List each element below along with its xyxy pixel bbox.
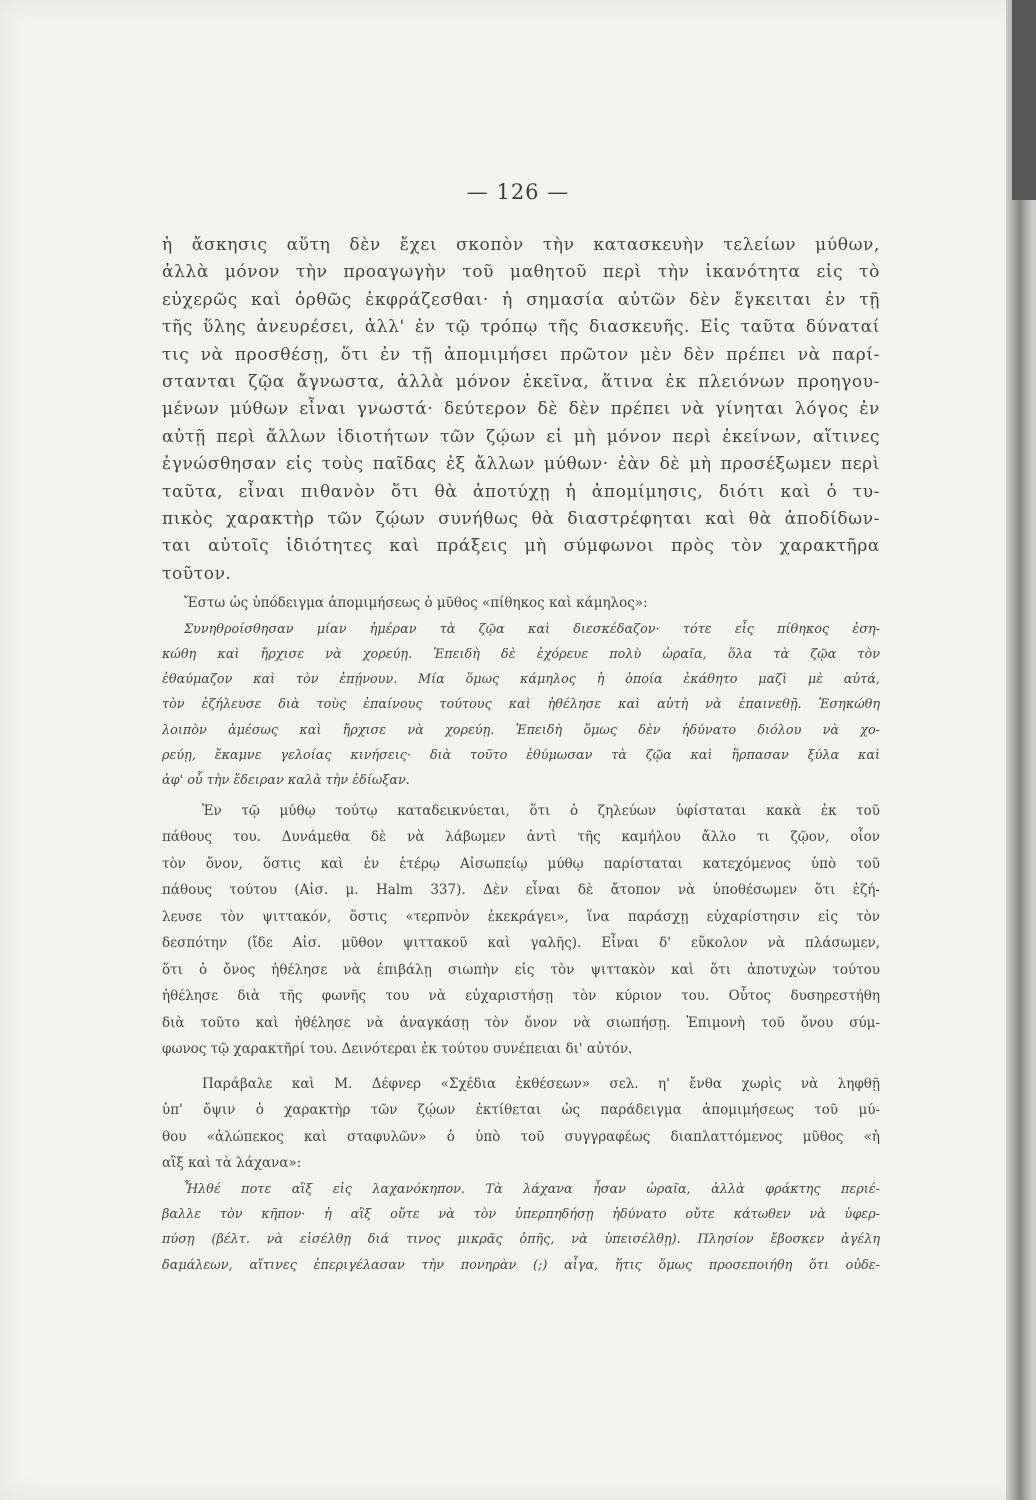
fable-1 [162, 617, 880, 794]
text-line: στανται ζῷα ἄγνωστα, ἀλλὰ μόνον ἐκεῖνα, ἅτινα ἐκ πλειόνων προηγου- [162, 371, 880, 392]
text-line: ται αὐτοῖς ἰδιότητες καὶ πράξεις μὴ σύμφωνοι πρὸς τὸν χαρακτῆρα [162, 536, 880, 557]
text-line: πάθους του. Δυνάμεθα δὲ νὰ λάβωμεν ἀντὶ τῆς καμήλου ἄλλο τι ζῷον, οἷον [162, 829, 880, 846]
text-line: ἐγνώσθησαν εἰς τοὺς παῖδας ἐξ ἄλλων μύθων· ἐὰν δὲ μὴ προσέξωμεν περὶ [162, 454, 880, 475]
fable-line: πύσῃ (βέλτ. νὰ εἰσέλθῃ διά τινος μικρᾶς ὀπῆς, νὰ ὑπεισέλθῃ). Πλησίον ἔβοσκεν ἀγέλη [162, 1232, 880, 1248]
text-line: διὰ τοῦτο καὶ ἠθέλησε νὰ ἀναγκάσῃ τὸν ὄνον νὰ σιωπήσῃ. Ἐπιμονὴ τοῦ ὄνου σύμ- [162, 1014, 880, 1031]
example-intro: Ἔστω ὡς ὑπόδειγμα ἀπομιμήσεως ὁ μῦθος «πίθηκος καὶ κάμηλος»: [184, 595, 648, 612]
text-line: αἲξ καὶ τὰ λάχανα»: [162, 1155, 302, 1172]
fable-line: ἀφ' οὗ τὴν ἔδειραν καλὰ τὴν ἐδίωξαν. [162, 773, 410, 789]
text-line: πάθους τούτου (Αἰσ. μ. Halm 337). Δὲν εἶναι δὲ ἄτοπον νὰ ὑποθέσωμεν ὅτι ἐζή- [162, 882, 880, 899]
fable-line: ἐθαύμαζον καὶ τὸν ἐπῄνουν. Μία ὅμως κάμηλος ἡ ὁποία ἐκάθητο μαζὶ μὲ αὐτά, [162, 672, 880, 688]
paragraph-1 [162, 232, 880, 588]
text-line: τὸν ὄνον, ὅστις καὶ ἐν ἑτέρῳ Αἰσωπείῳ μύθῳ παρίσταται κατεχόμενος ὑπὸ τοῦ [162, 855, 880, 872]
text-line: πικὸς χαρακτὴρ τῶν ζῴων συνήθως θὰ διαστρέφηται καὶ θὰ ἀποδίδων- [162, 508, 880, 529]
text-line: θου «ἀλώπεκος καὶ σταφυλῶν» ὁ ὑπὸ τοῦ συγγραφέως διαπλαττόμενος μῦθος «ἡ [162, 1128, 880, 1145]
text-line: τῆς ὕλης ἀνευρέσει, ἀλλ' ἐν τῷ τρόπῳ τῆς διασκευῆς. Εἰς ταῦτα δύναταί [162, 317, 880, 338]
text-line: φωνος τῷ χαρακτῆρί του. Δεινότεραι ἐκ τούτου συνέπειαι δι' αὐτόν. [162, 1041, 633, 1058]
fable-line: Ἦλθέ ποτε αἲξ εἰς λαχανόκηπον. Τὰ λάχανα ἦσαν ὡραῖα, ἀλλὰ φράκτης περιέ- [184, 1181, 880, 1197]
fable-line: κώθη καὶ ἤρχισε νὰ χορεύῃ. Ἐπειδὴ δὲ ἐχόρευε πολὺ ὡραῖα, ὅλα τὰ ζῷα τὸν [162, 646, 880, 662]
text-line: εὐχερῶς καὶ ὀρθῶς ἐκφράζεσθαι· ἡ σημασία αὐτῶν δὲν ἔγκειται ἐν τῇ [162, 289, 880, 310]
page-number: — 126 — [466, 180, 570, 204]
fable-line: τὸν ἐζήλευσε διὰ τοὺς ἐπαίνους τούτους καὶ ἠθέλησε καὶ αὐτὴ νὰ ἐπαινεθῇ. Ἐσηκώθη [162, 697, 880, 713]
text-line: τοῦτον. [162, 563, 232, 584]
paragraph-3 [162, 1071, 880, 1177]
text-body [162, 232, 880, 1278]
fable-line: βαλλε τὸν κῆπον· ἡ αἲξ οὔτε νὰ τὸν ὑπερπηδήσῃ ἠδύνατο οὔτε κάτωθεν νὰ ὑφερ- [162, 1206, 880, 1222]
text-line: Ἐν τῷ μύθῳ τούτῳ καταδεικνύεται, ὅτι ὁ ζηλεύων ὑφίσταται κακὰ ἐκ τοῦ [202, 802, 880, 819]
text-line: τις νὰ προσθέσῃ, ὅτι ἐν τῇ ἀπομιμήσει πρῶτον μὲν δὲν πρέπει νὰ παρί- [162, 344, 880, 365]
page-edge-shadow [1006, 0, 1036, 1500]
text-line: δεσπότην (ἴδε Αἰσ. μῦθον ψιττακοῦ καὶ γαλῆς). Εἶναι δ' εὔκολον νὰ πλάσωμεν, [162, 935, 880, 952]
fable-2 [162, 1177, 880, 1278]
text-line: αὐτῇ περὶ ἄλλων ἰδιοτήτων τῶν ζῴων εἰ μὴ μόνον περὶ ἐκείνων, αἵτινες [162, 426, 880, 447]
text-line: ὅτι ὁ ὄνος ἠθέλησε νὰ ἐπιβάλῃ σιωπὴν εἰς τὸν ψιττακὸν καὶ ὅτι ἀποτυχὼν τούτου [162, 961, 880, 978]
page-edge-dark-corner [1012, 0, 1036, 200]
text-line: λευσε τὸν ψιττακόν, ὅστις «τερπνὸν ἐκεκράγει», ἵνα παράσχῃ εὐχαρίστησιν εἰς τὸν [162, 908, 880, 925]
paragraph-2 [162, 798, 880, 1063]
text-line: ὑπ' ὄψιν ὁ χαρακτὴρ τῶν ζῴων ἐκτίθεται ὡς παράδειγμα ἀπομιμήσεως τοῦ μύ- [162, 1102, 880, 1119]
text-line: μένων μύθων εἶναι γνωστά· δεύτερον δὲ δὲν πρέπει νὰ γίνηται λόγος ἐν [162, 399, 880, 420]
text-line: ταῦτα, εἶναι πιθανὸν ὅτι θὰ ἀποτύχῃ ἡ ἀπομίμησις, διότι καὶ ὁ τυ- [162, 481, 880, 502]
fable-line: λοιπὸν ἀμέσως καὶ ἤρχισε νὰ χορεύῃ. Ἐπειδὴ ὅμως δὲν ἠδύνατο διόλου νὰ χο- [162, 722, 880, 738]
fable-line: ρεύῃ, ἔκαμνε γελοίας κινήσεις· διὰ τοῦτο ἐθύμωσαν τὰ ζῷα καὶ ἥρπασαν ξύλα καὶ [162, 748, 880, 764]
text-line: Παράβαλε καὶ Μ. Δέφνερ «Σχέδια ἐκθέσεων» σελ. η' ἔνθα χωρὶς νὰ ληφθῇ [202, 1075, 880, 1092]
text-line: ἡ ἄσκησις αὕτη δὲν ἔχει σκοπὸν τὴν κατασκευὴν τελείων μύθων, [162, 235, 880, 255]
fable-line: δαμάλεων, αἵτινες ἐπεριγέλασαν τὴν πονηρὰν (;) αἶγα, ἥτις ὅμως προσεποιήθη ὅτι οὐδε- [162, 1257, 880, 1273]
fable-line: Συνηθροίσθησαν μίαν ἡμέραν τὰ ζῷα καὶ διεσκέδαζον· τότε εἷς πίθηκος ἐση- [184, 621, 880, 637]
text-line: ἠθέλησε διὰ τῆς φωνῆς του νὰ εὐχαριστήσῃ τὸν κύριον του. Οὗτος δυσηρεστήθη [162, 988, 880, 1005]
text-line: ἀλλὰ μόνον τὴν προαγωγὴν τοῦ μαθητοῦ περὶ τὴν ἱκανότητα εἰς τὸ [162, 262, 880, 283]
